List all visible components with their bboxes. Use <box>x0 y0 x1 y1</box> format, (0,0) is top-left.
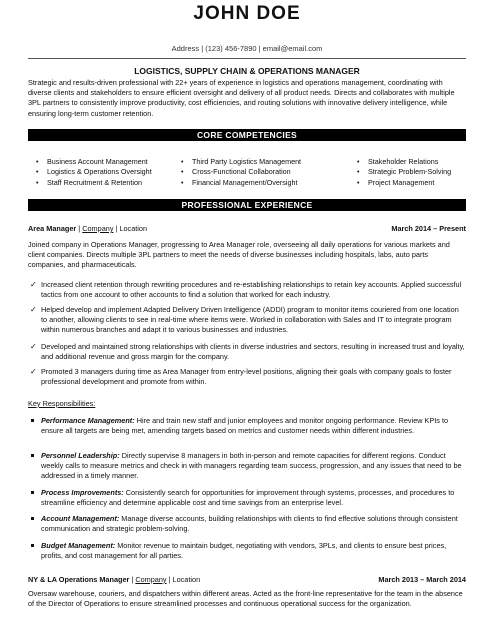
responsibility-item: Account Management: Manage diverse accounts, building relationships with clients to find effective solutions through consistent communication and strategic problem-solving. <box>30 514 466 534</box>
square-bullet-icon <box>31 454 34 457</box>
bullet-icon: • <box>181 167 184 177</box>
competencies-column-3 <box>357 157 451 188</box>
bullet-icon: • <box>357 157 360 166</box>
job-2-header <box>28 575 466 585</box>
square-bullet-icon <box>31 544 34 547</box>
bullet-icon: • <box>181 157 184 166</box>
header-divider <box>28 58 466 59</box>
job-2-company: Company <box>135 575 167 584</box>
bullet-icon: • <box>36 157 39 166</box>
professional-experience-heading: PROFESSIONAL EXPERIENCE <box>28 199 466 211</box>
job-2-location: Location <box>172 575 201 584</box>
responsibility-item: Process Improvements: Consistently search for opportunities for improvement through systems, processes, and procedures to streamline efficiency and determine applicable cost and time savings from an enterprise level. <box>30 488 466 508</box>
checkmark-icon: ✓ <box>30 342 37 351</box>
job-1-header <box>28 224 466 234</box>
separator: | <box>168 575 173 584</box>
competencies-column-1 <box>36 157 152 188</box>
separator: | <box>131 575 136 584</box>
checkmark-icon: ✓ <box>30 280 37 289</box>
competency-item: • Logistics & Operations Oversight <box>36 167 152 177</box>
achievement-item: ✓ Increased client retention through rewriting procedures and re-establishing relationships to retain key accounts. Applied successful tactics from one account to other accounts to find a solution that worked for each industry. <box>30 280 462 300</box>
responsibility-item: Performance Management: Hire and train new staff and junior employees and monitor ongoing performance. Review KPIs to ensure all targets are being met, amending targets based on metrics and customer needs within different industries. <box>30 416 466 436</box>
square-bullet-icon <box>31 419 34 422</box>
candidate-name: JOHN DOE <box>193 3 301 24</box>
key-responsibilities-label: Key Responsibilities: <box>28 399 96 408</box>
competency-item: • Cross-Functional Collaboration <box>181 167 291 177</box>
job-1-title: Area Manager <box>28 224 77 233</box>
competency-item: • Financial Management/Oversight <box>181 177 298 187</box>
achievement-item: ✓ Helped develop and implement Adapted Delivery Driven Intelligence (ADDI) program to monitor items couriered from one location to another, allowing clients to see in real-time where items were. Worked in collaboration with Sales and IT to integrate program within numerous branches and adapt it to various businesses and industries. <box>30 305 459 335</box>
separator: | <box>115 224 120 233</box>
competencies-column-2 <box>181 157 301 188</box>
responsibility-item: Personnel Leadership: Directly supervise 8 managers in both in-person and remote capacities for different regions. Conduct weekly calls to measure metrics and check in with managers regarding team success, progression, and any issues that need to be addressed in a timely manner. <box>30 451 466 482</box>
summary-paragraph: Strategic and results-driven professional with 22+ years of experience in logistics and operations management, coordinating with diverse clients and stakeholders to ensure efficient oversight and delivery of all product needs. Directs and collaborates with multiple 3PL partners to consistently improve productivity, cost efficiencies, and routing solutions with innovative delivery intelligence, while ensuring long-term customer retention. <box>28 78 455 118</box>
core-competencies-heading: CORE COMPETENCIES <box>28 129 466 141</box>
achievement-item: ✓ Developed and maintained strong relationships with clients in diverse industries and sectors, resulting in increased trust and loyalty, and additional revenue and gross margin for the company. <box>30 342 465 362</box>
bullet-icon: • <box>36 167 39 177</box>
competency-item: • Business Account Management <box>36 157 148 166</box>
bullet-icon: • <box>357 167 360 177</box>
contact-line: Address | (123) 456-7890 | email@email.com <box>171 44 323 53</box>
job-2-description: Oversaw warehouse, couriers, and dispatchers within different areas. Acted as the front-line representative for the team in the absence of the Director of Operations to ensure streamlined processes and continuous operational success for the organization. <box>28 589 463 609</box>
job-1-location: Location <box>119 224 148 233</box>
square-bullet-icon <box>31 491 34 494</box>
achievement-item: ✓ Promoted 3 managers during time as Area Manager from entry-level positions, aligning their goals with company goals to foster professional development and promote from within. <box>30 367 452 387</box>
responsibility-item: Budget Management: Monitor revenue to maintain budget, negotiating with vendors, 3PLs, and clients to ensure best prices, profits, and cost management for all parties. <box>30 541 466 561</box>
competency-item: • Strategic Problem-Solving <box>357 167 452 177</box>
checkmark-icon: ✓ <box>30 367 37 376</box>
competency-item: • Project Management <box>357 177 435 187</box>
competency-item: • Third Party Logistics Management <box>181 157 302 166</box>
competency-item: • Stakeholder Relations <box>357 157 439 166</box>
checkmark-icon: ✓ <box>30 305 37 314</box>
square-bullet-icon <box>31 517 34 520</box>
competency-item: • Staff Recruitment & Retention <box>36 177 142 187</box>
bullet-icon: • <box>181 177 184 187</box>
separator: | <box>78 224 83 233</box>
professional-headline: LOGISTICS, SUPPLY CHAIN & OPERATIONS MANAGER <box>134 66 360 76</box>
job-1-description: Joined company in Operations Manager, progressing to Area Manager role, overseeing all daily operations for various markets and client companies. Directs multiple 3PL partners to meet the needs of diverse businesses including hospitals, labs, auto parts companies, and pharmaceuticals. <box>28 240 450 270</box>
job-2-dates: March 2013 – March 2014 <box>378 575 466 584</box>
job-1-dates: March 2014 – Present <box>391 224 466 233</box>
bullet-icon: • <box>36 177 39 187</box>
bullet-icon: • <box>357 177 360 187</box>
job-2-title: NY & LA Operations Manager <box>28 575 130 584</box>
job-1-company: Company <box>82 224 114 233</box>
